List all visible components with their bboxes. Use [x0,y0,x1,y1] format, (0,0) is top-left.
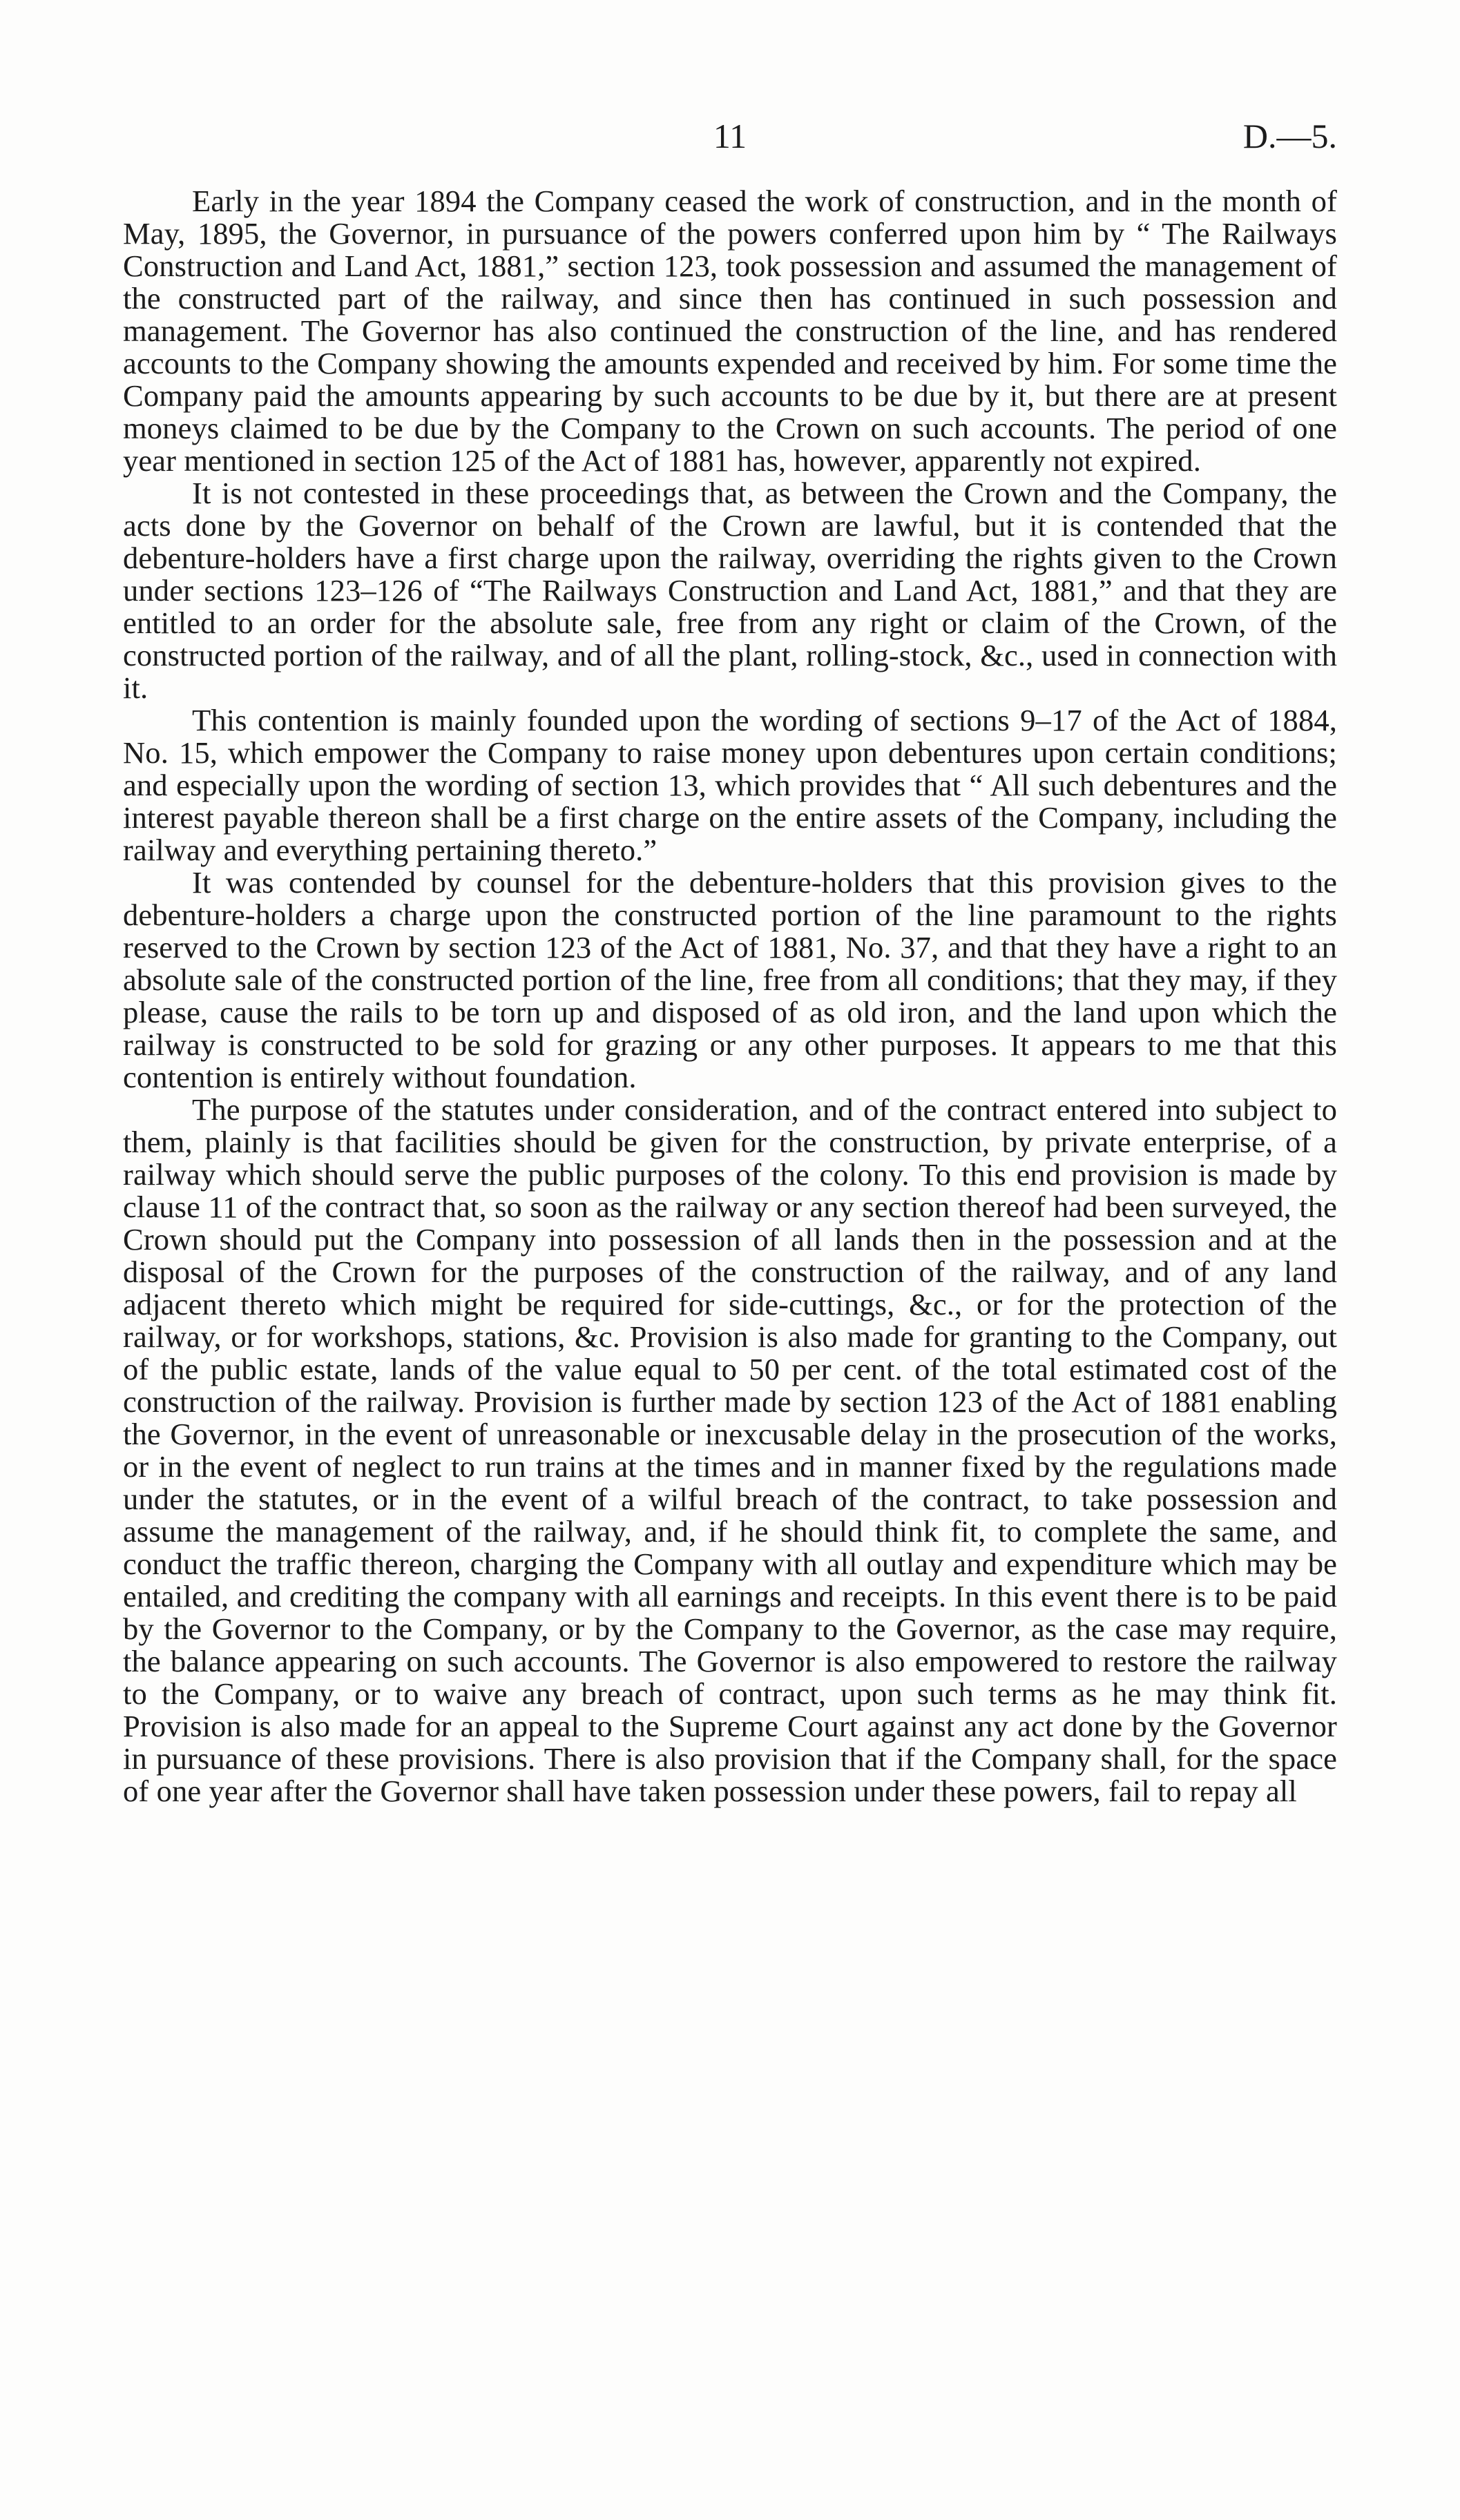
paragraph-5: The purpose of the statutes under consideration, and of the contract entered into subject to them, plainly is that facilities should be given for the construction, by private enterprise, of a railway which should serve the public purposes of the colony. To this end provision is made by clause 11 of the contract that, so soon as the railway or any section thereof had been surveyed, the Crown should put the Company into possession of all lands then in the possession and at the disposal of the Crown for the purposes of the construction of the railway, and of any land adjacent thereto which might be required for side-cuttings, &c., or for the protection of the railway, or for workshops, stations, &c. Provision is also made for granting to the Company, out of the public estate, lands of the value equal to 50 per cent. of the total estimated cost of the construction of the railway. Provision is further made by section 123 of the Act of 1881 enabling the Governor, in the event of unreasonable or inexcusable delay in the prosecution of the works, or in the event of neglect to run trains at the times and in manner fixed by the regulations made under the statutes, or in the event of a wilful breach of the contract, to take possession and assume the management of the railway, and, if he should think fit, to complete the same, and conduct the traffic thereon, charging the Company with all outlay and expenditure which may be entailed, and crediting the company with all earnings and receipts. In this event there is to be paid by the Governor to the Company, or by the Company to the Governor, as the case may require, the balance appearing on such accounts. The Governor is also empowered to restore the railway to the Company, or to waive any breach of contract, upon such terms as he may think fit. Provision is also made for an appeal to the Supreme Court against any act done by the Governor in pursuance of these provisions. There is also provision that if the Company shall, for the space of one year after the Governor shall have taken possession under these powers, fail to repay all [123,1092,1337,1808]
document-reference: D.—5. [1242,117,1337,155]
page-number: 11 [713,117,747,155]
paragraph-3: This contention is mainly founded upon the wording of sections 9–17 of the Act of 1884, No. 15, which empower the Company to raise money upon debentures upon certain conditions; and especially upon the wording of section 13, which provides that “ All such debentures and the interest payable thereon shall be a first charge on the entire assets of the Company, including the railway and everything pertaining thereto.” [123,703,1337,867]
page-header [123,116,1337,164]
paragraph-4: It was contended by counsel for the debenture-holders that this provision gives to the debenture-holders a charge upon the constructed portion of the line paramount to the rights reserved to the Crown by section 123 of the Act of 1881, No. 37, and that they have a right to an absolute sale of the constructed portion of the line, free from all conditions; that they may, if they please, cause the rails to be torn up and disposed of as old iron, and the land upon which the railway is constructed to be sold for grazing or any other purposes. It appears to me that this contention is entirely without foundation. [123,865,1337,1094]
body-text [123,185,1337,1807]
paragraph-2: It is not contested in these proceedings that, as between the Crown and the Company, the acts done by the Governor on behalf of the Crown are lawful, but it is contended that the debenture-holders have a first charge upon the railway, overriding the rights given to the Crown under sections 123–126 of “The Railways Construction and Land Act, 1881,” and that they are entitled to an order for the absolute sale, free from any right or claim of the Crown, of the constructed portion of the railway, and of all the plant, rolling-stock, &c., used in connection with it. [123,476,1337,705]
paragraph-1: Early in the year 1894 the Company ceased the work of construction, and in the month of May, 1895, the Governor, in pursuance of the powers conferred upon him by “ The Railways Construction and Land Act, 1881,” section 123, took possession and assumed the management of the constructed part of the railway, and since then has continued in such possession and management. The Governor has also continued the construction of the line, and has rendered accounts to the Company showing the amounts expended and received by him. For some time the Company paid the amounts appearing by such accounts to be due by it, but there are at present moneys claimed to be due by the Company to the Crown on such accounts. The period of one year mentioned in section 125 of the Act of 1881 has, however, apparently not expired. [123,184,1337,478]
